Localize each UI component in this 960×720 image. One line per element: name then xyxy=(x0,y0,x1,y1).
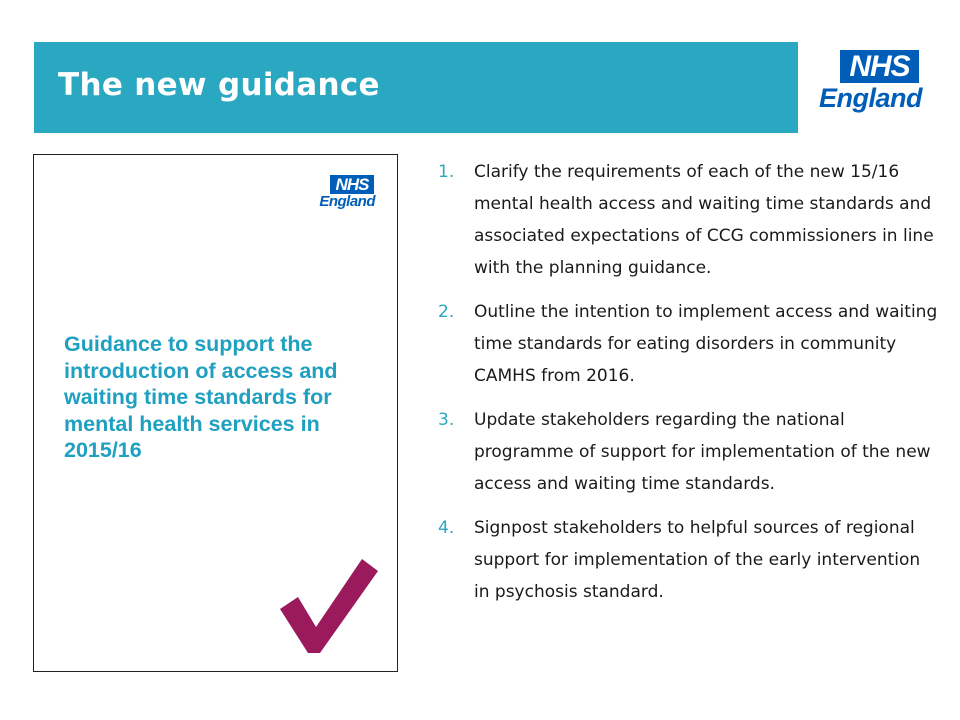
list-item-number: 3. xyxy=(438,410,455,430)
cover-nhs-logo-box: NHS xyxy=(330,175,374,194)
list-item xyxy=(438,156,938,284)
guidance-list xyxy=(438,156,938,620)
guidance-cover-image xyxy=(33,154,398,672)
title-bar xyxy=(34,42,798,133)
nhs-england-logo xyxy=(814,50,924,114)
nhs-logo-box: NHS xyxy=(840,50,919,83)
list-item-text: Signpost stakeholders to helpful sources of regional support for implementation of the early intervention in psychosis standard. xyxy=(474,518,921,602)
cover-title: Guidance to support the introduction of access and waiting time standards for mental health services in 2015/16 xyxy=(64,332,338,462)
list-item-text: Clarify the requirements of each of the new 15/16 mental health access and waiting time standards and associated expectations of CCG commissioners in line with the planning guidance. xyxy=(474,162,934,278)
list-item-text: Outline the intention to implement access and waiting time standards for eating disorders in community CAMHS from 2016. xyxy=(474,302,938,386)
list-item xyxy=(438,404,938,500)
cover-nhs-logo-region: England xyxy=(319,193,375,210)
checkmark-icon xyxy=(278,557,378,653)
list-item xyxy=(438,296,938,392)
list-item-text: Update stakeholders regarding the national programme of support for implementation of the new access and waiting time standards. xyxy=(474,410,931,494)
checkmark-shape xyxy=(280,559,378,653)
slide-title: The new guidance xyxy=(58,67,380,103)
cover-nhs-logo xyxy=(318,175,376,210)
list-item-number: 2. xyxy=(438,302,455,322)
list-item xyxy=(438,512,938,608)
nhs-logo-region: England xyxy=(819,83,922,113)
list-item-number: 4. xyxy=(438,518,455,538)
list-item-number: 1. xyxy=(438,162,455,182)
